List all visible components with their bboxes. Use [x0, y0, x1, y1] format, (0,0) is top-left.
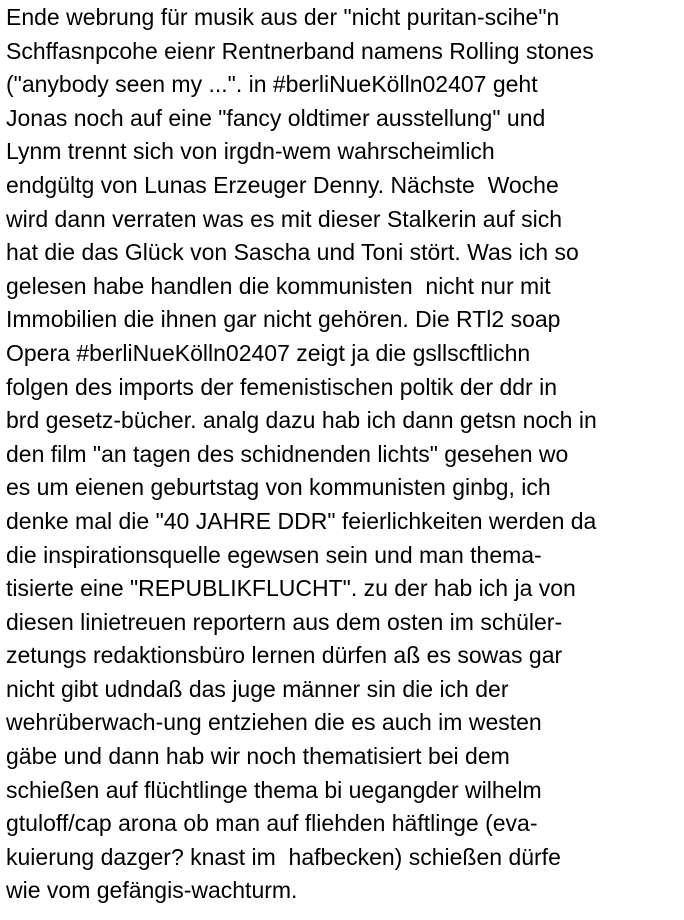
text-line: folgen des imports der femenistischen poltik der ddr in [6, 373, 558, 400]
text-line: den film "an tagen des schidnenden lichts" gesehen wo [6, 440, 569, 467]
text-line: zetungs redaktionsbüro lernen dürfen aß es sowas gar [6, 642, 563, 669]
text-line: endgültg von Lunas Erzeuger Denny. Nächste Woche [6, 171, 559, 198]
text-line: kuierung dazger? knast im hafbecken) schießen dürfe [6, 843, 561, 870]
text-line: es um eienen geburtstag von kommunisten ginbg, ich [6, 474, 551, 501]
text-line: hat die das Glück von Sascha und Toni stört. Was ich so [6, 239, 579, 266]
text-line: wird dann verraten was es mit dieser Stalkerin auf sich [6, 205, 563, 232]
text-line: brd gesetz-bücher. analg dazu hab ich dann getsn noch in [6, 407, 597, 434]
text-line: Lynm trennt sich von irgdn-wem wahrscheimlich [6, 138, 495, 165]
text-line: Schffasnpcohe eienr Rentnerband namens Rolling stones [6, 37, 594, 64]
text-line: Immobilien die ihnen gar nicht gehören. Die RTl2 soap [6, 306, 561, 333]
text-line: ("anybody seen my ...". in #berliNueKölln02407 geht [6, 71, 538, 98]
text-line: Ende webrung für musik aus der "nicht puritan-scihe"n [6, 4, 560, 30]
document-text [6, 1, 682, 908]
text-line: wie vom gefängis-wachturm. [6, 877, 298, 904]
text-line: gäbe und dann hab wir noch thematisiert bei dem [6, 743, 510, 770]
text-line: gelesen habe handlen die kommunisten nicht nur mit [6, 272, 551, 299]
text-line: die inspirationsquelle egewsen sein und man thema- [6, 541, 542, 568]
text-line: nicht gibt udndaß das juge männer sin die ich der [6, 675, 509, 702]
text-line: Jonas noch auf eine "fancy oldtimer ausstellung" und [6, 104, 546, 131]
text-line: schießen auf flüchtlinge thema bi uegangder wilhelm [6, 776, 542, 803]
text-line: diesen linietreuen reportern aus dem osten im schüler- [6, 608, 563, 635]
text-line: tisierte eine "REPUBLIKFLUCHT". zu der hab ich ja von [6, 575, 576, 602]
text-line: wehrüberwach-ung entziehen die es auch im westen [6, 709, 542, 736]
text-line: Opera #berliNueKölln02407 zeigt ja die gsllscftlichn [6, 339, 531, 366]
text-line: gtuloff/cap arona ob man auf fliehden häftlinge (eva- [6, 810, 538, 837]
text-line: denke mal die "40 JAHRE DDR" feierlichkeiten werden da [6, 507, 597, 534]
